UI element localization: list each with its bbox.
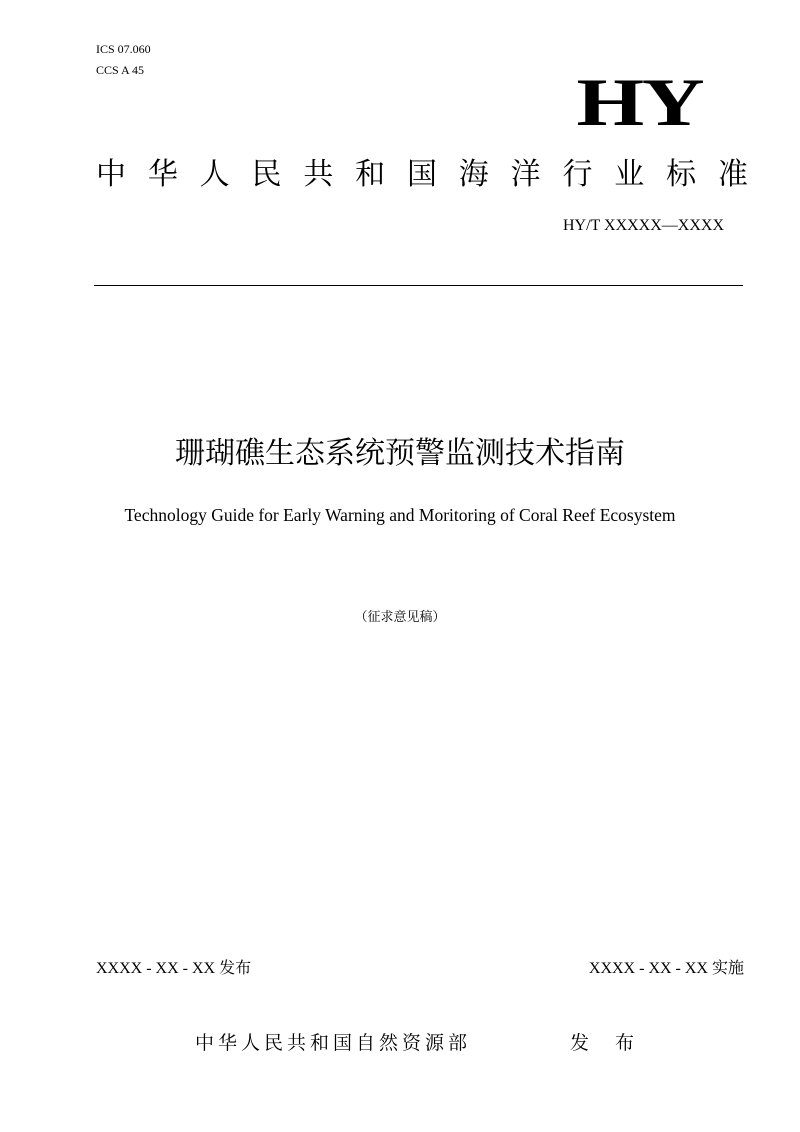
draft-status: （征求意见稿） (354, 610, 446, 625)
category-char: 国 (406, 157, 437, 192)
category-char: 和 (355, 157, 386, 192)
issuing-authority: 中华人民共和国自然资源部 (195, 1032, 472, 1054)
document-title-english: Technology Guide for Early Warning and Moritoring of Coral Reef Ecosystem (124, 505, 676, 525)
category-char: 民 (251, 157, 282, 192)
implementation-date: XXXX - XX - XX 实施 (588, 960, 744, 977)
standard-number: HY/T XXXXX—XXXX (562, 217, 724, 234)
ccs-code: CCS A 45 (96, 63, 145, 77)
category-char: 人 (199, 157, 230, 192)
category-char: 准 (717, 157, 748, 192)
category-char: 华 (147, 157, 178, 192)
hy-logo: HY (576, 64, 702, 140)
category-char: 洋 (510, 157, 541, 192)
category-char: 中 (96, 157, 126, 192)
category-char: 行 (562, 157, 593, 192)
category-char: 共 (303, 157, 334, 192)
header-divider (94, 285, 743, 286)
category-char: 业 (614, 157, 645, 192)
standard-category (96, 154, 748, 196)
ics-code: ICS 07.060 (96, 42, 151, 56)
document-title-chinese: 珊瑚礁生态系统预警监测技术指南 (175, 436, 625, 471)
category-char: 海 (458, 157, 489, 192)
issued-label: 发 布 (570, 1032, 645, 1054)
category-char: 标 (666, 157, 697, 192)
issue-date: XXXX - XX - XX 发布 (96, 960, 252, 977)
